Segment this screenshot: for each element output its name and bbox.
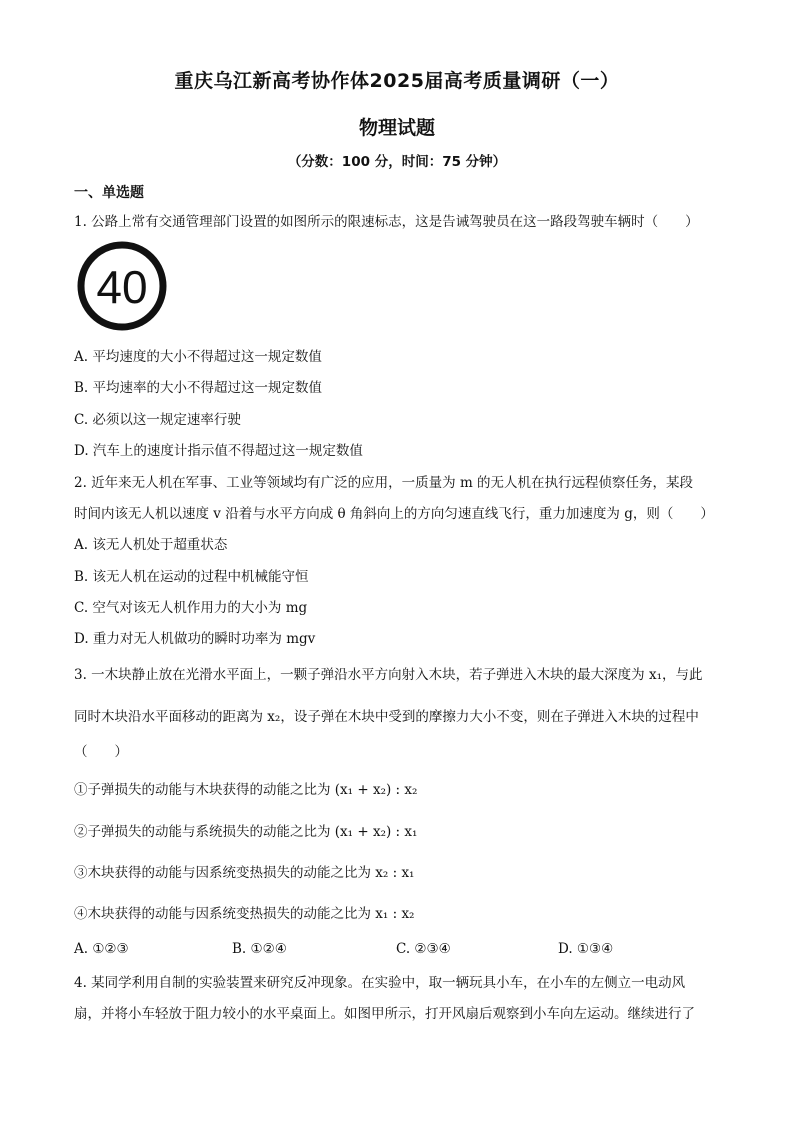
q1-option-a: A. 平均速度的大小不得超过这一规定数值	[74, 349, 322, 365]
q3-choices	[74, 941, 724, 961]
q3-choice-a: A. ①②③	[74, 941, 129, 957]
q3-choice-b: B. ①②④	[232, 941, 287, 957]
q3-choice-c: C. ②③④	[396, 941, 451, 957]
section-heading: 一、单选题	[74, 185, 144, 201]
q3-stem-line2: 同时木块沿水平面移动的距离为 x₂，设子弹在木块中受到的摩擦力大小不变，则在子弹进入木块的过程中	[74, 709, 699, 725]
q2-option-b: B. 该无人机在运动的过程中机械能守恒	[74, 569, 309, 585]
speed-limit-sign-icon	[77, 241, 167, 331]
q2-option-c: C. 空气对该无人机作用力的大小为 mg	[74, 600, 308, 616]
q1-option-b: B. 平均速率的大小不得超过这一规定数值	[74, 380, 323, 396]
q3-statement-1: ①子弹损失的动能与木块获得的动能之比为 (x₁ + x₂) : x₂	[74, 782, 418, 798]
q1-option-d: D. 汽车上的速度计指示值不得超过这一规定数值	[74, 443, 363, 459]
q1-stem: 1. 公路上常有交通管理部门设置的如图所示的限速标志，这是告诫驾驶员在这一路段驾驶车辆时（ ）	[74, 214, 699, 230]
sign-number: 40	[96, 261, 148, 313]
q3-statement-2: ②子弹损失的动能与系统损失的动能之比为 (x₁ + x₂) : x₁	[74, 824, 418, 840]
q2-stem-line1: 2. 近年来无人机在军事、工业等领域均有广泛的应用，一质量为 m 的无人机在执行远程侦察任务，某段	[74, 475, 694, 491]
q3-statement-3: ③木块获得的动能与因系统变热损失的动能之比为 x₂ : x₁	[74, 865, 415, 881]
q3-choice-d: D. ①③④	[558, 941, 614, 957]
q4-stem-line2: 扇，并将小车轻放于阻力较小的水平桌面上。如图甲所示，打开风扇后观察到小车向左运动。继续进行了	[74, 1006, 695, 1022]
q3-statement-4: ④木块获得的动能与因系统变热损失的动能之比为 x₁ : x₂	[74, 906, 415, 922]
q3-stem-line3: （ ）	[74, 744, 128, 760]
q2-option-a: A. 该无人机处于超重状态	[74, 537, 228, 553]
exam-title: 重庆乌江新高考协作体2025届高考质量调研（一）	[174, 70, 620, 92]
q2-stem-line2: 时间内该无人机以速度 v 沿着与水平方向成 θ 角斜向上的方向匀速直线飞行，重力加速度为 g，则（ ）	[74, 506, 714, 522]
q1-option-c: C. 必须以这一规定速率行驶	[74, 412, 241, 428]
q2-option-d: D. 重力对无人机做功的瞬时功率为 mgv	[74, 631, 316, 647]
q3-stem-line1: 3. 一木块静止放在光滑水平面上，一颗子弹沿水平方向射入木块，若子弹进入木块的最大深度为 x₁，与此	[74, 667, 703, 683]
exam-subject: 物理试题	[358, 117, 435, 139]
q4-stem-line1: 4. 某同学利用自制的实验装置来研究反冲现象。在实验中，取一辆玩具小车，在小车的左侧立一电动风	[74, 975, 686, 991]
exam-meta: （分数：100 分，时间：75 分钟）	[287, 154, 507, 170]
